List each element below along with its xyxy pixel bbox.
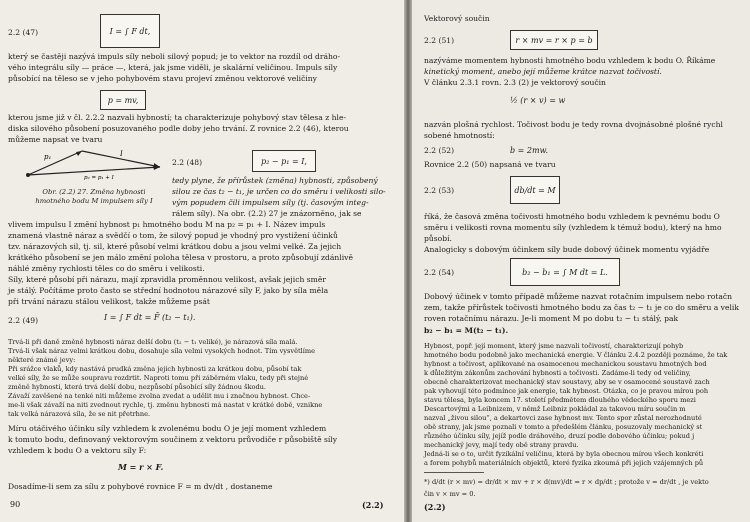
text-line: rálem síly). Na obr. (2.2) 27 je znázorněno, jak se bbox=[172, 209, 362, 218]
equation-display: I = ∫ F dt = F̄ (t₂ − t₁). bbox=[104, 313, 196, 322]
small-text-line: obě strany, jak jsme poznali v tomto a předešlém článku, posuzovaly mechanický st bbox=[424, 423, 703, 431]
small-text-line: tak velká nárazová síla, že se nit přetrhne. bbox=[8, 410, 151, 418]
equation-number: 2.2 (49) bbox=[8, 316, 39, 325]
label-I: I bbox=[120, 150, 123, 158]
text-line: Rovnice 2.2 (50) napsaná ve tvaru bbox=[424, 160, 556, 169]
text-line: Dosadíme-li sem za sílu z pohybové rovnice F = m dv/dt , dostaneme bbox=[8, 482, 273, 491]
small-text-line: Trvá-li při daně změně hybnosti náraz delší dobu (t₂ − t₁ veliké), je nárazová síla malá. bbox=[8, 338, 298, 346]
equation-box: p₂ − p₁ = I, bbox=[252, 150, 316, 172]
right-page bbox=[412, 0, 750, 522]
text-line: vým popudem čili impulsem síly (tj. časovým integ- bbox=[172, 198, 369, 207]
text-line: tedy plyne, že přírůstek (změna) hybnosti, způsobený bbox=[172, 176, 378, 185]
text-line: nazván plošná rychlost. Točivost bodu je tedy rovna dvojnásobné plošné rychl bbox=[424, 120, 723, 129]
equation-box: I = ∫ F dt, bbox=[100, 14, 160, 48]
equation-display: M = r × F. bbox=[118, 462, 164, 472]
text-line: vlivem impulsu I změní hybnost p₁ hmotného bodu M na p₂ = p₁ + I. Název impuls bbox=[8, 220, 326, 229]
vector-p1 bbox=[28, 151, 82, 175]
text-line: vého integrálu síly — práce —, která, jak jsme viděli, je skalární veličinou. Impuls síly bbox=[8, 63, 338, 72]
small-text-line: k důležitým zákonům zachování hybnosti a točivosti. Zadáme-li tedy od veličiny, bbox=[424, 369, 691, 377]
equation-box: r × mv = r × p = b bbox=[510, 30, 598, 50]
text-line: Analogicky s dobovým účinkem síly bude dobový účinek momentu vyjádře bbox=[424, 245, 710, 254]
equation-box: p = mv, bbox=[100, 90, 146, 110]
text-line: Síly, které působí při nárazu, mají zpravidla proměnnou velikost, avšak jejich směr bbox=[8, 275, 326, 284]
text-line: zem, takže přírůstek točivosti hmotného bodu za čas t₂ − t₁ je co do směru a velik bbox=[424, 303, 739, 312]
equation-number: 2.2 (47) bbox=[8, 28, 39, 37]
footnote: čin v × mv = 0. bbox=[424, 490, 476, 498]
small-text-line: Závaží zavěšené na tenké niti můžeme zvolna zvedat a udělit mu i značnou hybnost. Chce- bbox=[8, 392, 311, 400]
text-line: nazýváme momentem hybnosti hmotného bodu vzhledem k bodu O. Říkáme bbox=[424, 56, 716, 65]
page-number: 90 bbox=[10, 500, 21, 509]
figure-caption-line: hmotného bodu M impulsem síly I bbox=[35, 197, 153, 205]
book-gutter bbox=[404, 0, 412, 522]
text-line: sobené hmotností: bbox=[424, 131, 495, 140]
point-M bbox=[26, 173, 30, 177]
text-line: je stálý. Počítáme proto často se střední hodnotou nárazové síly F, jako by síla měla bbox=[8, 286, 329, 295]
small-text-line: Trvá-li však náraz velmi krátkou dobu, dosahuje síla velmi vysokých hodnot. Tím vysvětlíme bbox=[8, 347, 316, 355]
equation-box: b₂ − b₁ = ∫ M dt = L. bbox=[510, 258, 620, 286]
small-text-line: změně hybnosti, která trvá delší dobu, nezpůsobí působící síly žádnou škodu. bbox=[8, 383, 267, 391]
small-text-line: pak vyhovují této podmínce jak energie, tak hybnost. Otázka, co je pravou mírou poh bbox=[424, 387, 709, 395]
small-text-line: nazval „živou silou“, a dekartovci zase hybnost mv. Tento spor zůstal nerozhodnuté bbox=[424, 414, 702, 422]
text-line: silou ze čas t₂ − t₁, je určen co do směru i velikosti silo- bbox=[172, 187, 386, 196]
equation-number: 2.2 (51) bbox=[424, 36, 455, 45]
text-line: Míru otáčivého účinku síly vzhledem k zvolenému bodu O je její moment vzhledem bbox=[8, 424, 327, 433]
small-text-line: Hybnost, popř. její moment, který jsme nazvali točivostí, charakterizují pohyb bbox=[424, 342, 684, 350]
small-text-line: některé známé jevy: bbox=[8, 356, 76, 364]
text-line: říká, že časová změna točivosti hmotného bodu vzhledem k pevnému bodu O bbox=[424, 212, 720, 221]
text-line: znamená vlastně náraz a svědčí o tom, že silový popud je vhodný pro vystižení účinků bbox=[8, 231, 338, 240]
text-line: roven rotačnímu nárazu. Je-li moment M po dobu t₂ − t₁ stálý, pak bbox=[424, 314, 679, 323]
small-text-line: me-li však závaží na niti zvednout rychle, tj. změnu hybnosti má nastat v krátké době, vznikne bbox=[8, 401, 323, 409]
small-text-line: obecně charakterizovat mechanický stav soustavy, aby se v osamocené soustavě zach bbox=[424, 378, 710, 386]
text-line: b₂ − b₁ = M(t₂ − t₁). bbox=[424, 326, 509, 335]
label-p1: p₁ bbox=[44, 153, 52, 161]
impulse-vector-figure bbox=[20, 145, 170, 185]
small-text-line: různého účinku síly, jejíž podle dráhového, druzí podle dobového účinku; pokud j bbox=[424, 432, 695, 440]
text-line: tzv. nárazových sil, tj. sil, které působí velmi krátkou dobu a jsou velmi velké. Za jejich bbox=[8, 242, 342, 251]
text-line: který se častěji nazývá impuls síly neboli silový popud; je to vektor na rozdíl od dráho- bbox=[8, 52, 341, 61]
running-head: (2.2) bbox=[424, 502, 446, 512]
arrowhead-p1-icon bbox=[76, 151, 82, 156]
section-heading: Vektorový součin bbox=[424, 14, 490, 23]
text-line: kterou jsme již v čl. 2.2.2 nazvali hybností; ta charakterizuje pohybový stav tělesa z hle- bbox=[8, 113, 347, 122]
footnote-rule bbox=[424, 472, 484, 473]
text-line: působí. bbox=[424, 234, 452, 243]
equation-display: b = 2mw. bbox=[510, 146, 549, 155]
equation-number: 2.2 (52) bbox=[424, 146, 455, 155]
footnote: *) d/dt (r × mv) = dr/dt × mv + r × d(mv)/dt = r × dp/dt ; protože v = dr/dt , je vekto bbox=[424, 478, 709, 486]
figure-caption-line: Obr. (2.2) 27. Změna hybnosti bbox=[42, 188, 146, 196]
small-text-line: Při srážce vlaků, kdy nastává prudká změna jejich hybnosti za krátkou dobu, působí tak bbox=[8, 365, 302, 373]
text-line: vzhledem k bodu O a vektoru síly F: bbox=[8, 446, 147, 455]
small-text-line: stavu tělesa, byla koncem 17. století předmětem dlouhého vědeckého sporu mezi bbox=[424, 396, 696, 404]
small-text-line: Jedná-li se o to, určit fyzikální veličinu, která by byla obecnou mírou všech konkréti bbox=[424, 450, 704, 458]
small-text-line: hmotného bodu podobně jako mechanická energie. V článku 2.4.2 později poznáme, že tak bbox=[424, 351, 728, 359]
label-p2: p₂ = p₁ + I bbox=[84, 175, 114, 181]
text-line: kinetický moment, anebo její můžeme krátce nazvat točivostí. bbox=[424, 67, 662, 76]
equation-box: db/dt = M bbox=[510, 176, 560, 204]
text-line: krátkého působení se jen málo změní poloha tělesa v prostoru, a proto způsobují zdánlivě bbox=[8, 253, 353, 262]
text-line: můžeme napsat ve tvaru bbox=[8, 135, 103, 144]
text-line: diska silového působení posuzovaného podle doby jeho trvání. Z rovnice 2.2 (46), kterou bbox=[8, 124, 349, 133]
running-head: (2.2) bbox=[362, 500, 384, 510]
small-text-line: mechanický jevy, mají tedy obě strany pravdu. bbox=[424, 441, 579, 449]
text-line: při trvání nárazu stálou velikost, takže můžeme psát bbox=[8, 297, 210, 306]
small-text-line: Descartovými a Leibnizem, v němž Leibniz pokládal za takovou míru součin m bbox=[424, 405, 686, 413]
vector-p2 bbox=[28, 167, 160, 175]
text-line: V článku 2.3.1 rovn. 2.3 (2) je vektorový součin bbox=[424, 78, 606, 87]
equation-number: 2.2 (53) bbox=[424, 186, 455, 195]
equation-number: 2.2 (48) bbox=[172, 158, 203, 167]
equation-display: ½ (r × v) = w bbox=[510, 96, 566, 105]
text-line: směru i velikosti rovna momentu síly (vzhledem k témuž bodu), který na hmo bbox=[424, 223, 722, 232]
small-text-line: a forem pohybů materiálních objektů, které fyzika zkoumá při jejich vzájemných pů bbox=[424, 459, 704, 467]
small-text-line: velké síly, že se může soupravu rozdrtit. Naproti tomu při záběrném vlaku, tedy při stejné bbox=[8, 374, 309, 382]
text-line: Dobový účinek v tomto případě můžeme nazvat rotačním impulsem nebo rotačn bbox=[424, 292, 733, 301]
equation-number: 2.2 (54) bbox=[424, 268, 455, 277]
text-line: působící na těleso se v jeho pohybovém stavu projeví změnou vektorové veličiny bbox=[8, 74, 317, 83]
small-text-line: hybnost a točivost, aplikované na osamocenou mechanickou soustavu hmotných bod bbox=[424, 360, 707, 368]
text-line: náhlé změny rychlosti těles co do směru i velikosti. bbox=[8, 264, 205, 273]
text-line: k tomuto bodu, definovaný vektorovým součinem z vektoru průvodiče r působiště síly bbox=[8, 435, 338, 444]
